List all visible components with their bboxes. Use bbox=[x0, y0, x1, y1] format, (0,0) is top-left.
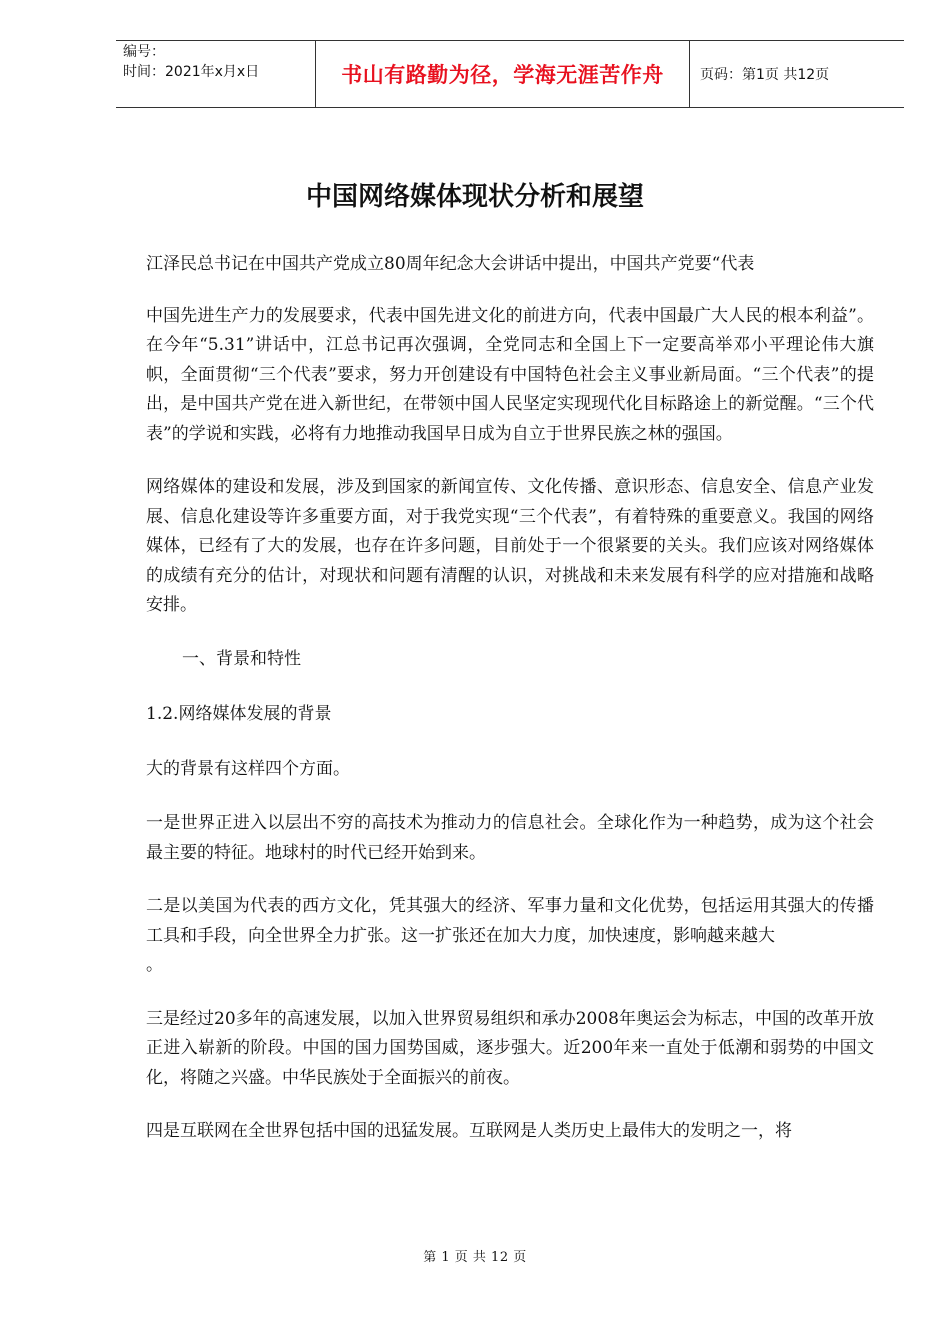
paragraph: 江泽民总书记在中国共产党成立80周年纪念大会讲话中提出，中国共产党要“代表 bbox=[146, 254, 755, 274]
header-motto: 书山有路勤为径，学海无涯苦作舟 bbox=[341, 63, 664, 87]
paragraph: 。 bbox=[146, 955, 163, 975]
header-page-cell bbox=[690, 41, 904, 107]
header-motto-cell bbox=[316, 41, 690, 107]
paragraph: 中国先进生产力的发展要求，代表中国先进文化的前进方向，代表中国最广大人民的根本利益”。在今年“5.31”讲话中，江总书记再次强调，全党同志和全国上下一定要高举邓小平理论伟大旗帜，全面贯彻“三个代表”要求，努力开创建设有中国特色社会主义事业新局面。“三个代表”的提出，是中国共产党在进入新世纪，在带领中国人民坚定实现现代化目标路途上的新觉醒。“三个代表”的学说和实践，必将有力地推动我国早日成为自立于世界民族之林的强国。 bbox=[146, 305, 874, 444]
paragraph: 二是以美国为代表的西方文化，凭其强大的经济、军事力量和文化优势，包括运用其强大的传播工具和手段，向全世界全力扩张。这一扩张还在加大力度，加快速度，影响越来越大 bbox=[146, 896, 874, 946]
subsection-heading: 1.2.网络媒体发展的背景 bbox=[146, 704, 332, 724]
paragraph: 网络媒体的建设和发展，涉及到国家的新闻宣传、文化传播、意识形态、信息安全、信息产业发展、信息化建设等许多重要方面，对于我党实现“三个代表”，有着特殊的重要意义。我国的网络媒体，已经有了大的发展，也存在许多问题，目前处于一个很紧要的关头。我们应该对网络媒体的成绩有充分的估计，对现状和问题有清醒的认识，对挑战和未来发展有科学的应对措施和战略安排。 bbox=[146, 477, 874, 615]
time-label: 时间：2021年x月x日 bbox=[123, 64, 260, 80]
paragraph: 大的背景有这样四个方面。 bbox=[146, 758, 350, 779]
page-footer: 第 1 页 共 12 页 bbox=[423, 1250, 527, 1265]
page-header bbox=[116, 40, 904, 108]
header-page-info: 页码：第1页 共12页 bbox=[700, 67, 830, 83]
section-heading: 一、背景和特性 bbox=[182, 648, 301, 669]
paragraph: 四是互联网在全世界包括中国的迅猛发展。互联网是人类历史上最伟大的发明之一，将 bbox=[146, 1121, 792, 1141]
paragraph: 一是世界正进入以层出不穷的高技术为推动力的信息社会。全球化作为一种趋势，成为这个社会最主要的特征。地球村的时代已经开始到来。 bbox=[146, 813, 874, 863]
document-body bbox=[146, 250, 874, 1147]
header-meta-cell bbox=[116, 41, 316, 107]
paragraph: 三是经过20多年的高速发展，以加入世界贸易组织和承办2008年奥运会为标志，中国的改革开放正进入崭新的阶段。中国的国力国势国威，逐步强大。近200年来一直处于低潮和弱势的中国文化，将随之兴盛。中华民族处于全面振兴的前夜。 bbox=[146, 1008, 874, 1088]
document-title: 中国网络媒体现状分析和展望 bbox=[305, 182, 644, 212]
number-label: 编号： bbox=[123, 44, 165, 60]
